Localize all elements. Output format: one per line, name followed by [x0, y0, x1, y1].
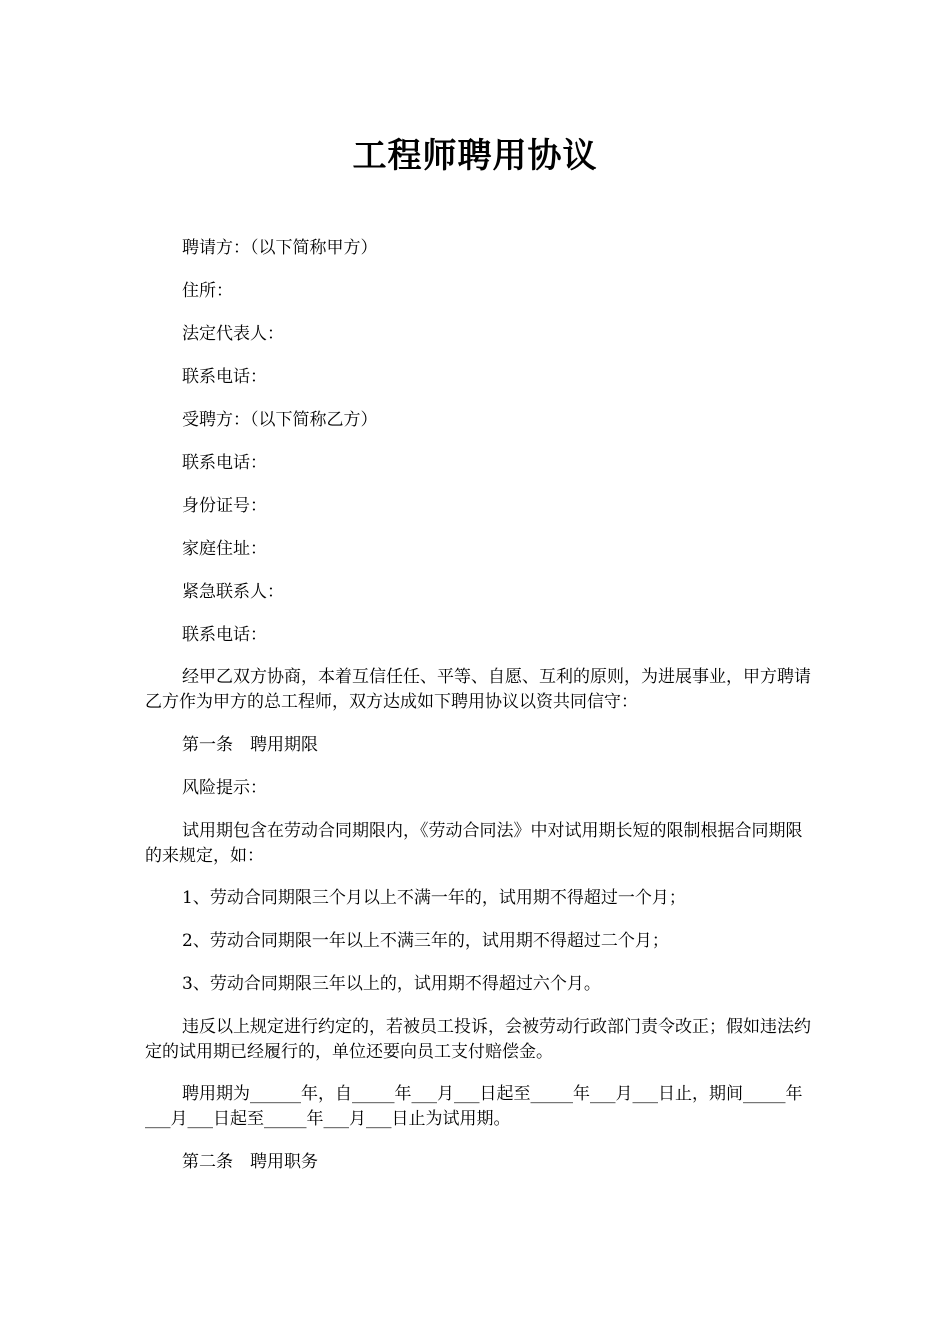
paragraph-id-number: 身份证号： [182, 496, 267, 516]
paragraph-employer-phone: 联系电话： [182, 367, 267, 387]
paragraph-address: 住所： [182, 281, 233, 301]
paragraph-employee-phone: 联系电话： [182, 453, 267, 473]
paragraph-emergency-contact: 紧急联系人： [182, 582, 284, 602]
article-2-heading: 第二条 聘用职务 [182, 1152, 318, 1172]
list-item-rule-2: 2、劳动合同期限一年以上不满三年的，试用期不得超过二个月； [182, 931, 669, 951]
paragraph-probation-rule: 试用期包含在劳动合同期限内，《劳动合同法》中对试用期长短的限制根据合同期限的来规定，如： [145, 821, 803, 866]
paragraph-preamble: 经甲乙双方协商，本着互信任任、平等、自愿、互利的原则，为进展事业，甲方聘请乙方作为甲方的总工程师，双方达成如下聘用协议以资共同信守： [145, 667, 811, 712]
paragraph-emergency-phone: 联系电话： [182, 625, 267, 645]
list-item-rule-1: 1、劳动合同期限三个月以上不满一年的，试用期不得超过一个月； [182, 888, 686, 908]
paragraph-employer: 聘请方：（以下简称甲方） [182, 238, 378, 258]
paragraph-employment-period: 聘用期为______年，自_____年___月___日起至_____年___月___日止，期间_____年___月___日起至_____年___月___日止为试用期。 [145, 1084, 803, 1129]
article-1-heading: 第一条 聘用期限 [182, 735, 318, 755]
document-title: 工程师聘用协议 [352, 136, 598, 176]
paragraph-home-address: 家庭住址： [182, 539, 267, 559]
paragraph-risk-notice: 风险提示： [182, 778, 267, 798]
paragraph-legal-representative: 法定代表人： [182, 324, 284, 344]
list-item-rule-3: 3、劳动合同期限三年以上的，试用期不得超过六个月。 [182, 974, 601, 994]
paragraph-employee: 受聘方：（以下简称乙方） [182, 410, 378, 430]
paragraph-violation: 违反以上规定进行约定的，若被员工投诉，会被劳动行政部门责令改正；假如违法约定的试用期已经履行的，单位还要向员工支付赔偿金。 [145, 1017, 811, 1062]
